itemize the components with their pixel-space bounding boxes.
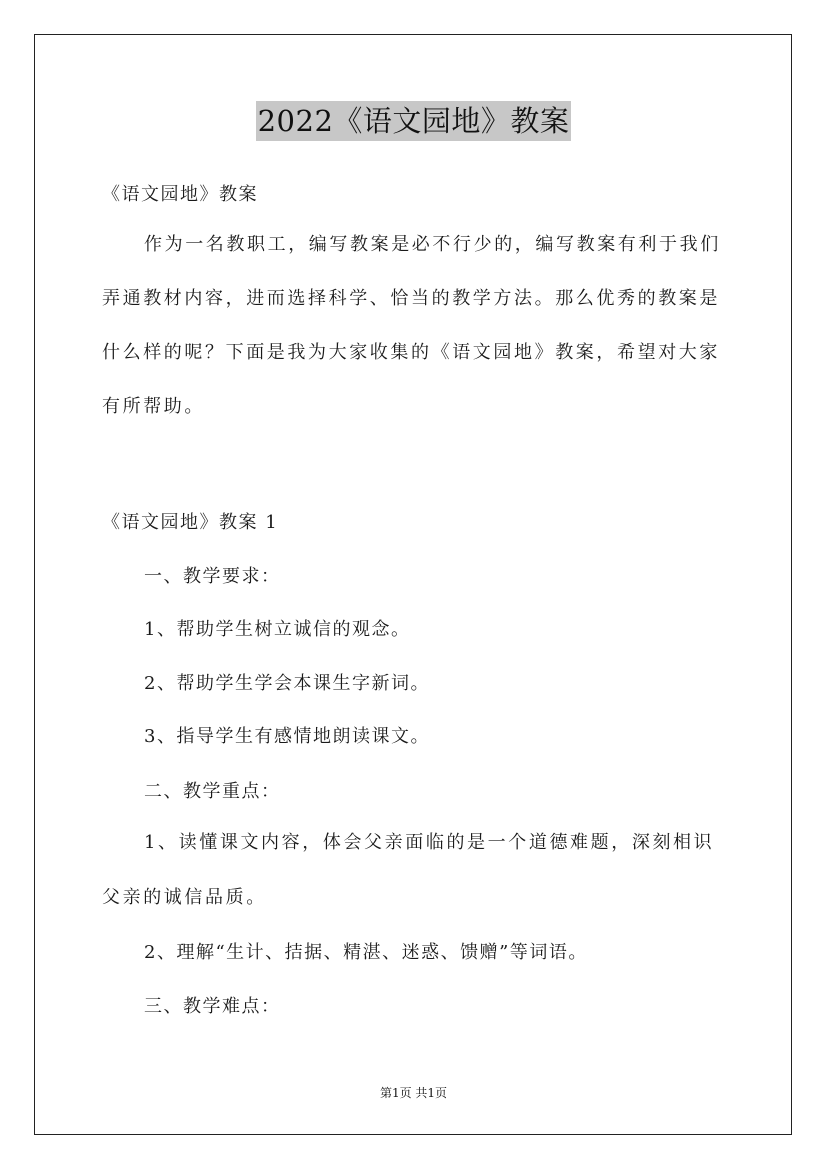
section-heading-1: 《语文园地》教案 1 bbox=[102, 512, 279, 533]
title-wrap bbox=[0, 101, 827, 141]
key-point-item-1: 1、读懂课文内容，体会父亲面临的是一个道德难题，深刻相识父亲的诚信品质。 bbox=[102, 832, 715, 908]
teaching-requirements-heading: 一、教学要求： bbox=[144, 566, 281, 587]
requirement-item-2: 2、帮助学生学会本课生字新词。 bbox=[144, 673, 430, 694]
requirement-item-3: 3、指导学生有感情地朗读课文。 bbox=[144, 726, 430, 747]
document-subtitle: 《语文园地》教案 bbox=[102, 184, 258, 205]
intro-paragraph: 作为一名教职工，编写教案是必不行少的，编写教案有利于我们弄通教材内容，进而选择科学、恰当的教学方法。那么优秀的教案是什么样的呢？下面是我为大家收集的《语文园地》教案，希望对大家有所帮助。 bbox=[102, 234, 721, 417]
key-point-item-2: 2、理解“生计、拮据、精湛、迷惑、馈赠”等词语。 bbox=[144, 942, 588, 963]
document-title: 2022《语文园地》教案 bbox=[256, 101, 572, 141]
page-footer: 第1页 共1页 bbox=[379, 1086, 448, 1100]
key-points-heading: 二、教学重点： bbox=[144, 781, 281, 802]
requirement-item-1: 1、帮助学生树立诚信的观念。 bbox=[144, 619, 411, 640]
difficulty-heading: 三、教学难点： bbox=[144, 996, 281, 1017]
